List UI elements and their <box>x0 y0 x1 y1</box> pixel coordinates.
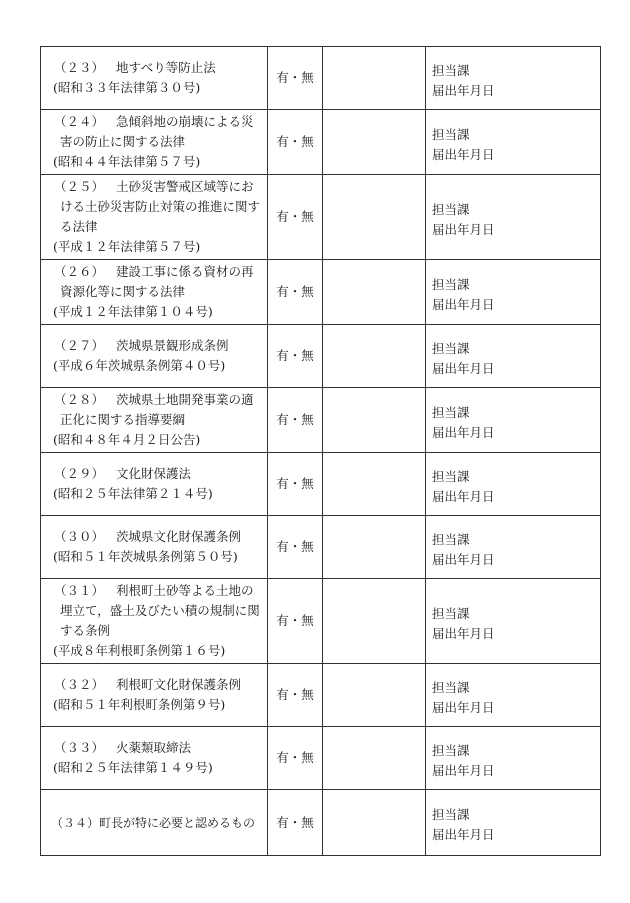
table-row <box>41 579 601 664</box>
law-cell <box>41 325 268 388</box>
yes-no-choice[interactable]: 有・無 <box>268 47 323 110</box>
item-number: （３１） <box>54 583 105 598</box>
item-number: （２７） <box>54 338 105 353</box>
dept-label: 担当課 <box>432 531 470 547</box>
date-label: 届出年月日 <box>432 762 495 778</box>
law-reference: (昭和５１年利根町条例第９号) <box>53 697 226 712</box>
dept-cell[interactable] <box>426 388 601 453</box>
law-cell <box>41 664 268 727</box>
yes-no-choice[interactable]: 有・無 <box>268 790 323 856</box>
yes-no-choice[interactable]: 有・無 <box>268 516 323 579</box>
table-row <box>41 516 601 579</box>
item-number: （２８） <box>54 392 105 407</box>
law-cell <box>41 175 268 260</box>
dept-cell[interactable] <box>426 516 601 579</box>
item-number: （２３） <box>54 60 105 75</box>
blank-cell[interactable] <box>323 664 426 727</box>
dept-label: 担当課 <box>432 62 470 78</box>
date-label: 届出年月日 <box>432 488 495 504</box>
law-cell <box>41 516 268 579</box>
date-label: 届出年月日 <box>432 221 495 237</box>
law-name: 地すべり等防止法 <box>116 60 216 75</box>
blank-cell[interactable] <box>323 579 426 664</box>
dept-cell[interactable] <box>426 664 601 727</box>
date-label: 届出年月日 <box>432 424 495 440</box>
dept-cell[interactable] <box>426 175 601 260</box>
date-label: 届出年月日 <box>432 360 495 376</box>
blank-cell[interactable] <box>323 47 426 110</box>
dept-label: 担当課 <box>432 468 470 484</box>
table-row <box>41 260 601 325</box>
law-name: 町長が特に必要と認めるもの <box>99 815 256 830</box>
law-name: 茨城県文化財保護条例 <box>116 529 242 544</box>
blank-cell[interactable] <box>323 260 426 325</box>
law-reference: (昭和２５年法律第２１４号) <box>53 486 213 501</box>
date-label: 届出年月日 <box>432 82 495 98</box>
law-reference: (平成８年利根町条例第１６号) <box>53 643 226 658</box>
yes-no-choice[interactable]: 有・無 <box>268 260 323 325</box>
law-cell <box>41 47 268 110</box>
blank-cell[interactable] <box>323 727 426 790</box>
blank-cell[interactable] <box>323 325 426 388</box>
item-number: （３０） <box>54 529 105 544</box>
table-row <box>41 175 601 260</box>
yes-no-choice[interactable]: 有・無 <box>268 388 323 453</box>
law-reference: (平成１２年法律第５７号) <box>53 239 201 254</box>
law-cell <box>41 790 268 856</box>
item-number: （３２） <box>54 677 105 692</box>
law-cell <box>41 453 268 516</box>
dept-cell[interactable] <box>426 727 601 790</box>
dept-label: 担当課 <box>432 679 470 695</box>
date-label: 届出年月日 <box>432 827 495 842</box>
law-reference: (昭和４４年法律第５７号) <box>53 154 201 169</box>
dept-cell[interactable] <box>426 325 601 388</box>
dept-cell[interactable] <box>426 453 601 516</box>
table-row <box>41 110 601 175</box>
blank-cell[interactable] <box>323 388 426 453</box>
law-cell <box>41 579 268 664</box>
law-cell <box>41 727 268 790</box>
law-reference: (昭和５１年茨城県条例第５０号) <box>53 549 238 564</box>
item-number: （２５） <box>54 179 105 194</box>
blank-cell[interactable] <box>323 175 426 260</box>
law-name: 文化財保護法 <box>116 466 192 481</box>
blank-cell[interactable] <box>323 453 426 516</box>
law-reference: (昭和２５年法律第１４９号) <box>53 760 213 775</box>
yes-no-choice[interactable]: 有・無 <box>268 727 323 790</box>
yes-no-choice[interactable]: 有・無 <box>268 453 323 516</box>
yes-no-choice[interactable]: 有・無 <box>268 325 323 388</box>
dept-cell[interactable] <box>426 260 601 325</box>
law-reference: (平成１２年法律第１０４号) <box>53 304 213 319</box>
dept-label: 担当課 <box>432 605 470 621</box>
dept-label: 担当課 <box>432 340 470 356</box>
yes-no-choice[interactable]: 有・無 <box>268 579 323 664</box>
dept-label: 担当課 <box>432 276 470 292</box>
dept-label: 担当課 <box>432 807 470 822</box>
blank-cell[interactable] <box>323 790 426 856</box>
law-cell <box>41 388 268 453</box>
table-row <box>41 325 601 388</box>
law-reference: (昭和４８年４月２日公告) <box>53 432 201 447</box>
law-cell <box>41 260 268 325</box>
law-cell <box>41 110 268 175</box>
law-reference: (昭和３３年法律第３０号) <box>53 80 201 95</box>
law-name: 茨城県景観形成条例 <box>116 338 229 353</box>
blank-cell[interactable] <box>323 110 426 175</box>
table-row <box>41 453 601 516</box>
law-name: 茨城県土地開発事業の適正化に関する指導要綱 <box>60 392 254 427</box>
yes-no-choice[interactable]: 有・無 <box>268 110 323 175</box>
table-row <box>41 47 601 110</box>
dept-cell[interactable] <box>426 790 601 856</box>
dept-cell[interactable] <box>426 47 601 110</box>
date-label: 届出年月日 <box>432 146 495 162</box>
dept-label: 担当課 <box>432 742 470 758</box>
table-row <box>41 388 601 453</box>
yes-no-choice[interactable]: 有・無 <box>268 664 323 727</box>
table-row <box>41 664 601 727</box>
dept-label: 担当課 <box>432 126 470 142</box>
date-label: 届出年月日 <box>432 699 495 715</box>
item-number: （２９） <box>54 466 105 481</box>
table-row <box>41 790 601 856</box>
law-name: 利根町文化財保護条例 <box>116 677 242 692</box>
dept-cell[interactable] <box>426 579 601 664</box>
law-name: 急傾斜地の崩壊による災害の防止に関する法律 <box>60 114 254 149</box>
table-row <box>41 727 601 790</box>
date-label: 届出年月日 <box>432 625 495 641</box>
item-number: （２６） <box>54 264 105 279</box>
notification-checklist-table <box>40 46 601 856</box>
item-number: （２４） <box>54 114 105 129</box>
law-name: 土砂災害警戒区域等における土砂災害防止対策の推進に関する法律 <box>60 179 261 234</box>
item-number: （３４） <box>51 815 100 830</box>
dept-label: 担当課 <box>432 404 470 420</box>
dept-label: 担当課 <box>432 201 470 217</box>
law-name: 建設工事に係る資材の再資源化等に関する法律 <box>60 264 254 299</box>
law-name: 火薬類取締法 <box>116 740 192 755</box>
yes-no-choice[interactable]: 有・無 <box>268 175 323 260</box>
date-label: 届出年月日 <box>432 296 495 312</box>
blank-cell[interactable] <box>323 516 426 579</box>
item-number: （３３） <box>54 740 105 755</box>
law-name: 利根町土砂等よる土地の埋立て，盛土及びたい積の規制に関する条例 <box>60 583 260 638</box>
law-reference: (平成６年茨城県条例第４０号) <box>53 358 226 373</box>
date-label: 届出年月日 <box>432 551 495 567</box>
dept-cell[interactable] <box>426 110 601 175</box>
